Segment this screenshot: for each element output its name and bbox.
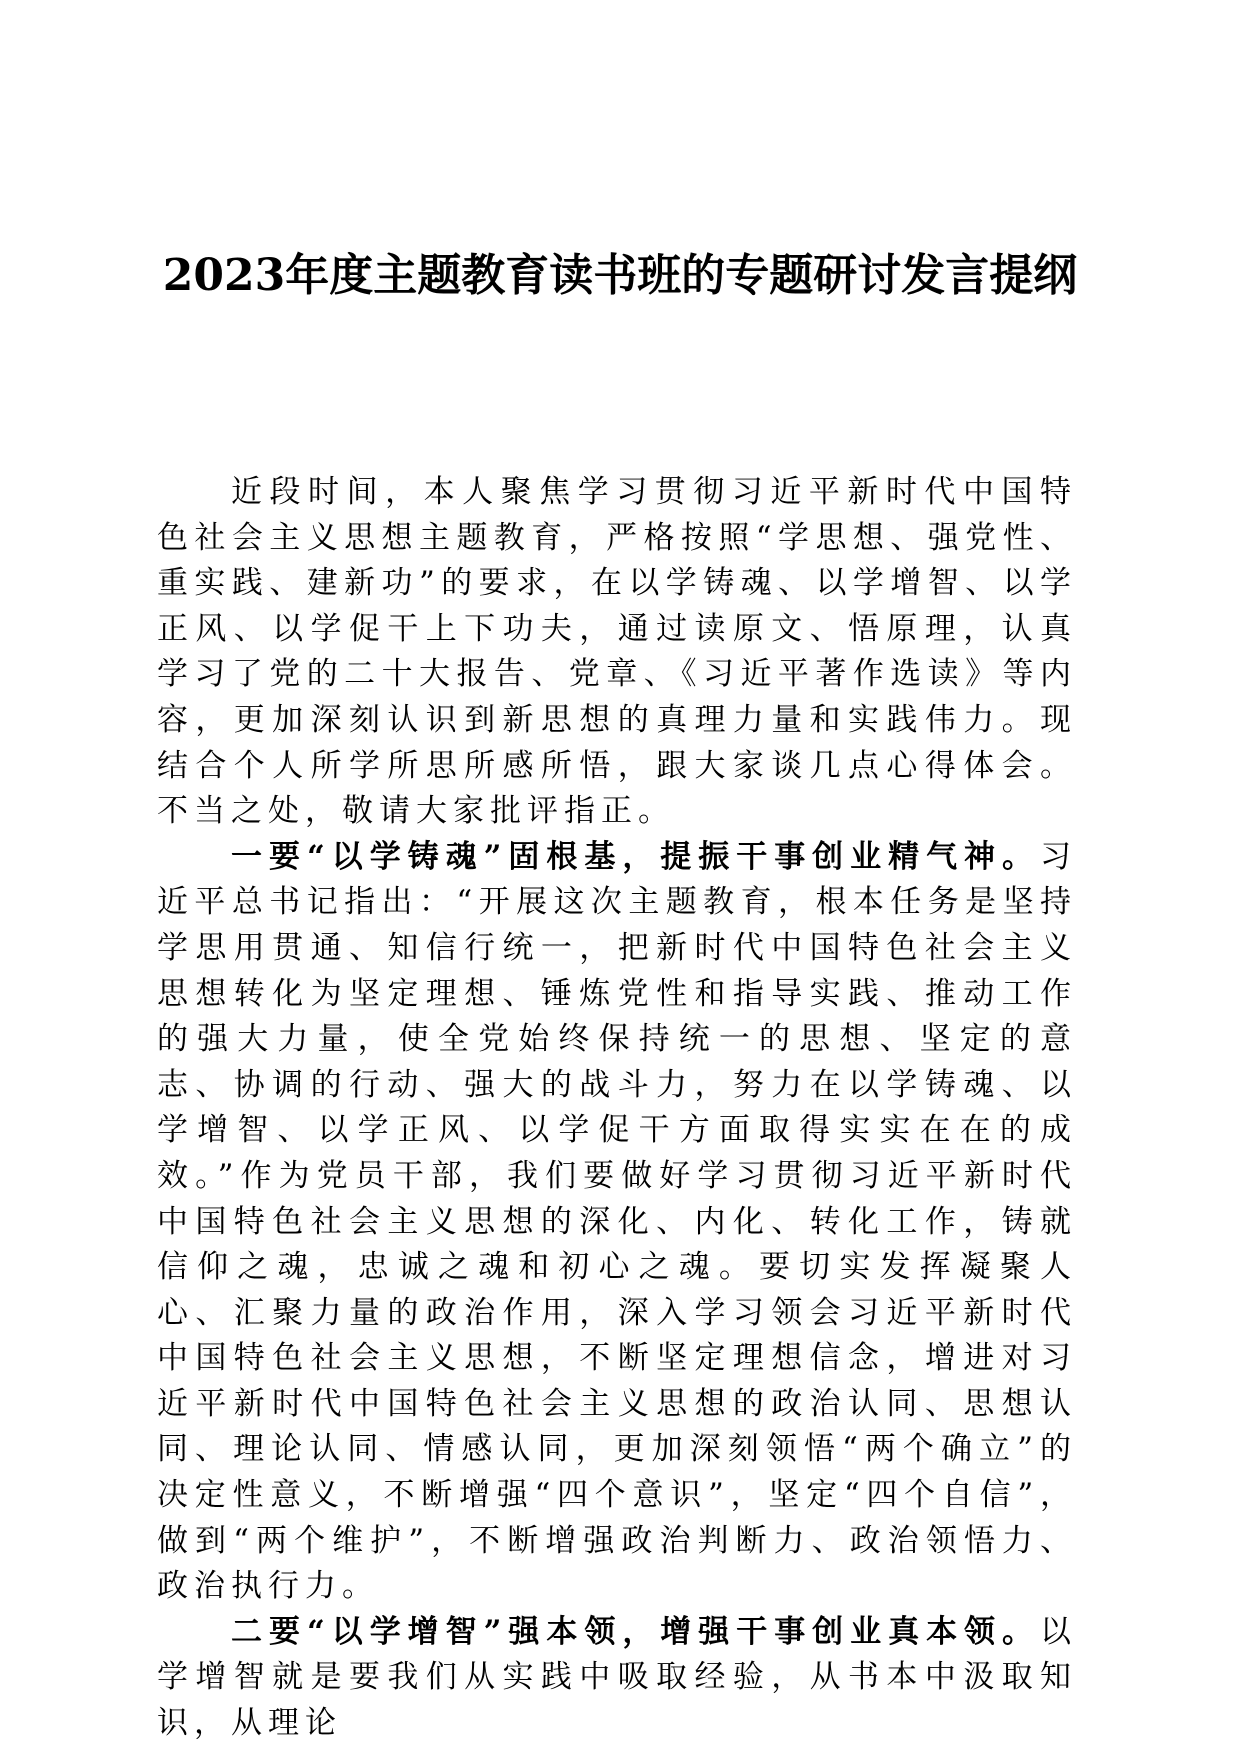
document-title: 2023年度主题教育读书班的专题研讨发言提纲: [162, 250, 1078, 301]
document-body: [157, 470, 1077, 1747]
section-2-text: 以学增智就是要我们从实践中吸取经验，从书本中汲取知识，从理论: [157, 1613, 1077, 1742]
section-1-heading: 一要“以学铸魂”固根基，提振干事创业精气神。: [231, 838, 1040, 875]
section-1-text: 习近平总书记指出：“开展这次主题教育，根本任务是坚持学思用贯通、知信行统一，把新时代中国特色社会主义思想转化为坚定理想、锤炼党性和指导实践、推动工作的强大力量，使全党始终保持统一的思想、坚定的意志、协调的行动、强大的战斗力，努力在以学铸魂、以学增智、以学正风、以学促干方面取得实实在在的成效。”作为党员干部，我们要做好学习贯彻习近平新时代中国特色社会主义思想的深化、内化、转化工作，铸就信仰之魂，忠诚之魂和初心之魂。要切实发挥凝聚人心、汇聚力量的政治作用，深入学习领会习近平新时代中国特色社会主义思想，不断坚定理想信念，增进对习近平新时代中国特色社会主义思想的政治认同、思想认同、理论认同、情感认同，更加深刻领悟“两个确立”的决定性意义，不断增强“四个意识”，坚定“四个自信”，做到“两个维护”，不断增强政治判断力、政治领悟力、政治执行力。: [157, 838, 1077, 1605]
section-2-paragraph: [157, 1610, 1077, 1747]
section-2-heading: 二要“以学增智”强本领，增强干事创业真本领。: [231, 1613, 1040, 1650]
section-1-paragraph: [157, 835, 1077, 1610]
intro-paragraph: 近段时间，本人聚焦学习贯彻习近平新时代中国特色社会主义思想主题教育，严格按照“学思想、强党性、重实践、建新功”的要求，在以学铸魂、以学增智、以学正风、以学促干上下功夫，通过读原文、悟原理，认真学习了党的二十大报告、党章、《习近平著作选读》等内容，更加深刻认识到新思想的真理力量和实践伟力。现结合个人所学所思所感所悟，跟大家谈几点心得体会。不当之处，敬请大家批评指正。: [157, 474, 1077, 830]
